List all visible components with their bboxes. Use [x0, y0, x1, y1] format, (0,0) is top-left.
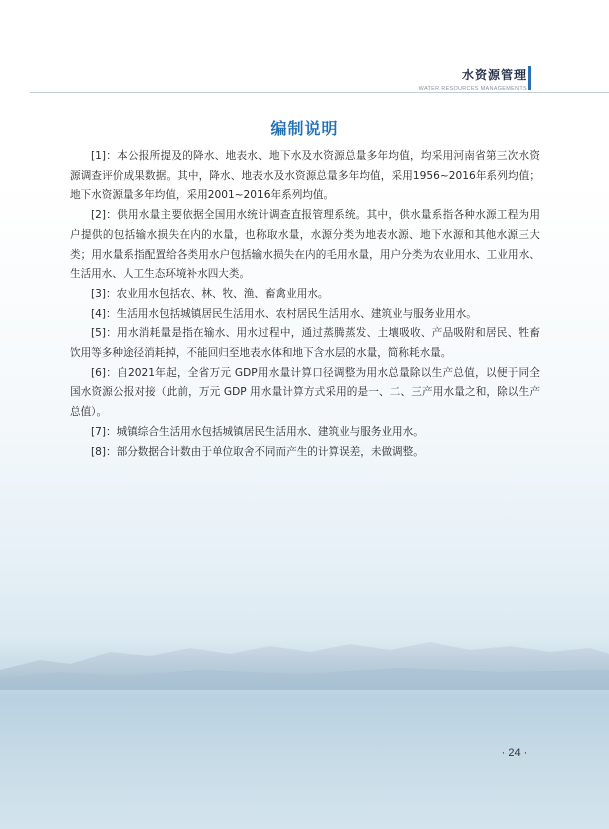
note-item: [3]：农业用水包括农、林、牧、渔、畜禽业用水。 [91, 287, 329, 300]
note-item: [2]：供用水量主要依据全国用水统计调查直报管理系统。其中，供水量系指各种水源工程为用户提供的包括输水损失在内的水量，也称取水量，水源分类为地表水源、地下水源和其他水源三大类；用水量系指配置给各类用水户包括输水损失在内的毛用水量，用户分类为农业用水、工业用水、生活用水、人工生态环境补水四大类。 [70, 209, 540, 281]
page-title: 编制说明 [270, 119, 339, 138]
note-item: [8]：部分数据合计数由于单位取舍不同而产生的计算误差，未做调整。 [91, 445, 424, 458]
note-item: [7]：城镇综合生活用水包括城镇居民生活用水、建筑业与服务业用水。 [91, 425, 424, 438]
header-brand [419, 66, 527, 92]
header-accent-bar [528, 66, 531, 90]
page-number: · 24 · [501, 747, 528, 759]
note-item: [5]：用水消耗量是指在输水、用水过程中，通过蒸腾蒸发、土壤吸收、产品吸附和居民、牲畜饮用等多种途径消耗掉，不能回归至地表水体和地下含水层的水量，简称耗水量。 [70, 327, 540, 360]
header-divider [30, 92, 609, 93]
header-title: 水资源管理 [461, 68, 527, 82]
header-subtitle: WATER RESOURCES MANAGEMENTS [418, 86, 527, 92]
note-item: [4]：生活用水包括城镇居民生活用水、农村居民生活用水、建筑业与服务业用水。 [91, 307, 477, 320]
mountain-landscape-image [0, 630, 609, 690]
note-item: [6]：自2021年起，全省万元 GDP用水量计算口径调整为用水总量除以生产总值，以便于同全国水资源公报对接（此前，万元 GDP 用水量计算方式采用的是一、二、三产用水量之和，除以生产总值）。 [70, 366, 540, 419]
note-item: [1]：本公报所提及的降水、地表水、地下水及水资源总量多年均值，均采用河南省第三次水资源调查评价成果数据。其中，降水、地表水及水资源总量多年均值，采用1956~2016年系列均值；地下水资源量多年均值，采用2001~2016年系列均值。 [70, 150, 540, 202]
notes-section [70, 147, 540, 462]
